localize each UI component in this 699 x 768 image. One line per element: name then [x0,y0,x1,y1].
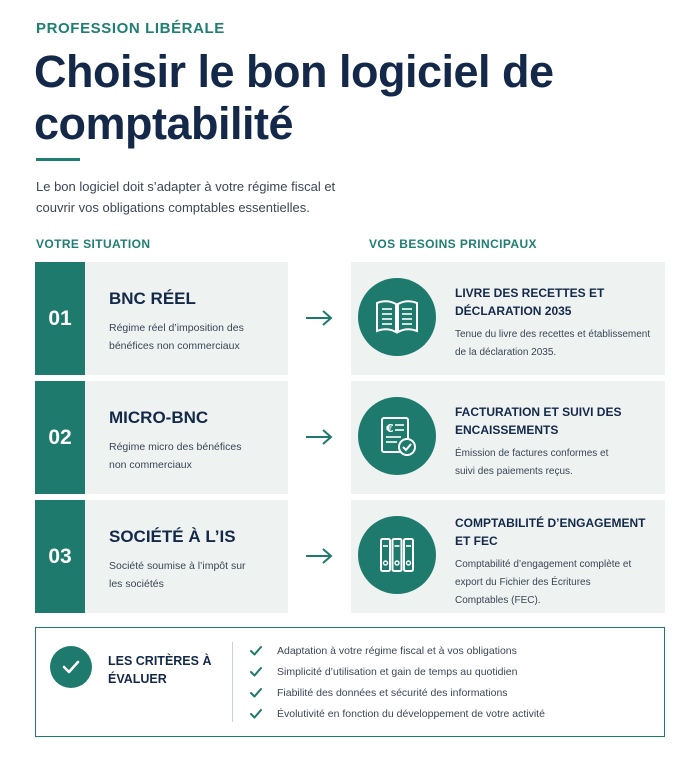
checkmark-icon [249,644,263,658]
criteria-divider [232,642,233,722]
need-title: LIVRE DES RECETTES ET DÉCLARATION 2035 [455,286,605,318]
arrow-right-icon [303,306,335,330]
open-book-icon [358,278,436,356]
situation-title: SOCIÉTÉ À L’IS [109,527,236,546]
situation-description: Régime micro des bénéfices non commerciaux [109,441,242,471]
situation-title: MICRO-BNC [109,408,209,427]
arrow-right-icon [303,425,335,449]
situation-description: Société soumise à l’impôt sur les sociétés [109,560,246,590]
need-description: Émission de factures conformes et suivi des paiements reçus. [455,448,609,477]
need-description: Comptabilité d’engagement complète et export du Fichier des Écritures Comptables (FEC). [455,559,632,606]
criteria-item-label: Adaptation à votre régime fiscal et à vos obligations [277,645,517,657]
situation-title: BNC RÉEL [109,289,196,308]
situation-card [35,262,288,375]
criteria-item-label: Simplicité d’utilisation et gain de temps au quotidien [277,666,518,678]
need-card [351,262,665,375]
row-number: 03 [35,500,85,613]
row-number: 02 [35,381,85,494]
checkmark-icon [249,686,263,700]
criteria-item-label: Fiabilité des données et sécurité des informations [277,687,508,699]
situation-row [35,381,665,494]
invoice-euro-check-icon [358,397,436,475]
check-circle-icon [50,646,92,688]
criteria-item [249,663,545,684]
page-title: Choisir le bon logiciel de comptabilité [34,46,554,149]
title-underline [36,158,80,161]
situation-row [35,500,665,613]
row-number: 01 [35,262,85,375]
eyebrow-label: PROFESSION LIBÉRALE [36,20,225,37]
need-title: COMPTABILITÉ D’ENGAGEMENT ET FEC [455,516,646,548]
column-heading-needs: VOS BESOINS PRINCIPAUX [369,237,537,251]
checkmark-icon [249,665,263,679]
criteria-item-label: Évolutivité en fonction du développement de votre activité [277,708,545,720]
criteria-title: LES CRITÈRES À ÉVALUER [108,654,212,686]
criteria-item [249,705,545,726]
criteria-list [249,642,545,726]
need-title: FACTURATION ET SUIVI DES ENCAISSEMENTS [455,405,622,437]
checkmark-icon [249,707,263,721]
arrow-right-icon [303,544,335,568]
situation-row [35,262,665,375]
column-heading-situation: VOTRE SITUATION [36,237,151,251]
need-card [351,381,665,494]
intro-text: Le bon logiciel doit s’adapter à votre régime fiscal et couvrir vos obligations comptables essentielles. [36,179,336,215]
situation-description: Régime réel d’imposition des bénéfices non commerciaux [109,322,244,352]
need-description: Tenue du livre des recettes et établissement de la déclaration 2035. [455,329,651,358]
situation-card [35,500,288,613]
need-card [351,500,665,613]
criteria-item [249,684,545,705]
binders-icon [358,516,436,594]
criteria-item [249,642,545,663]
situation-card [35,381,288,494]
criteria-box [35,627,665,737]
svg-text:€: € [386,422,394,435]
